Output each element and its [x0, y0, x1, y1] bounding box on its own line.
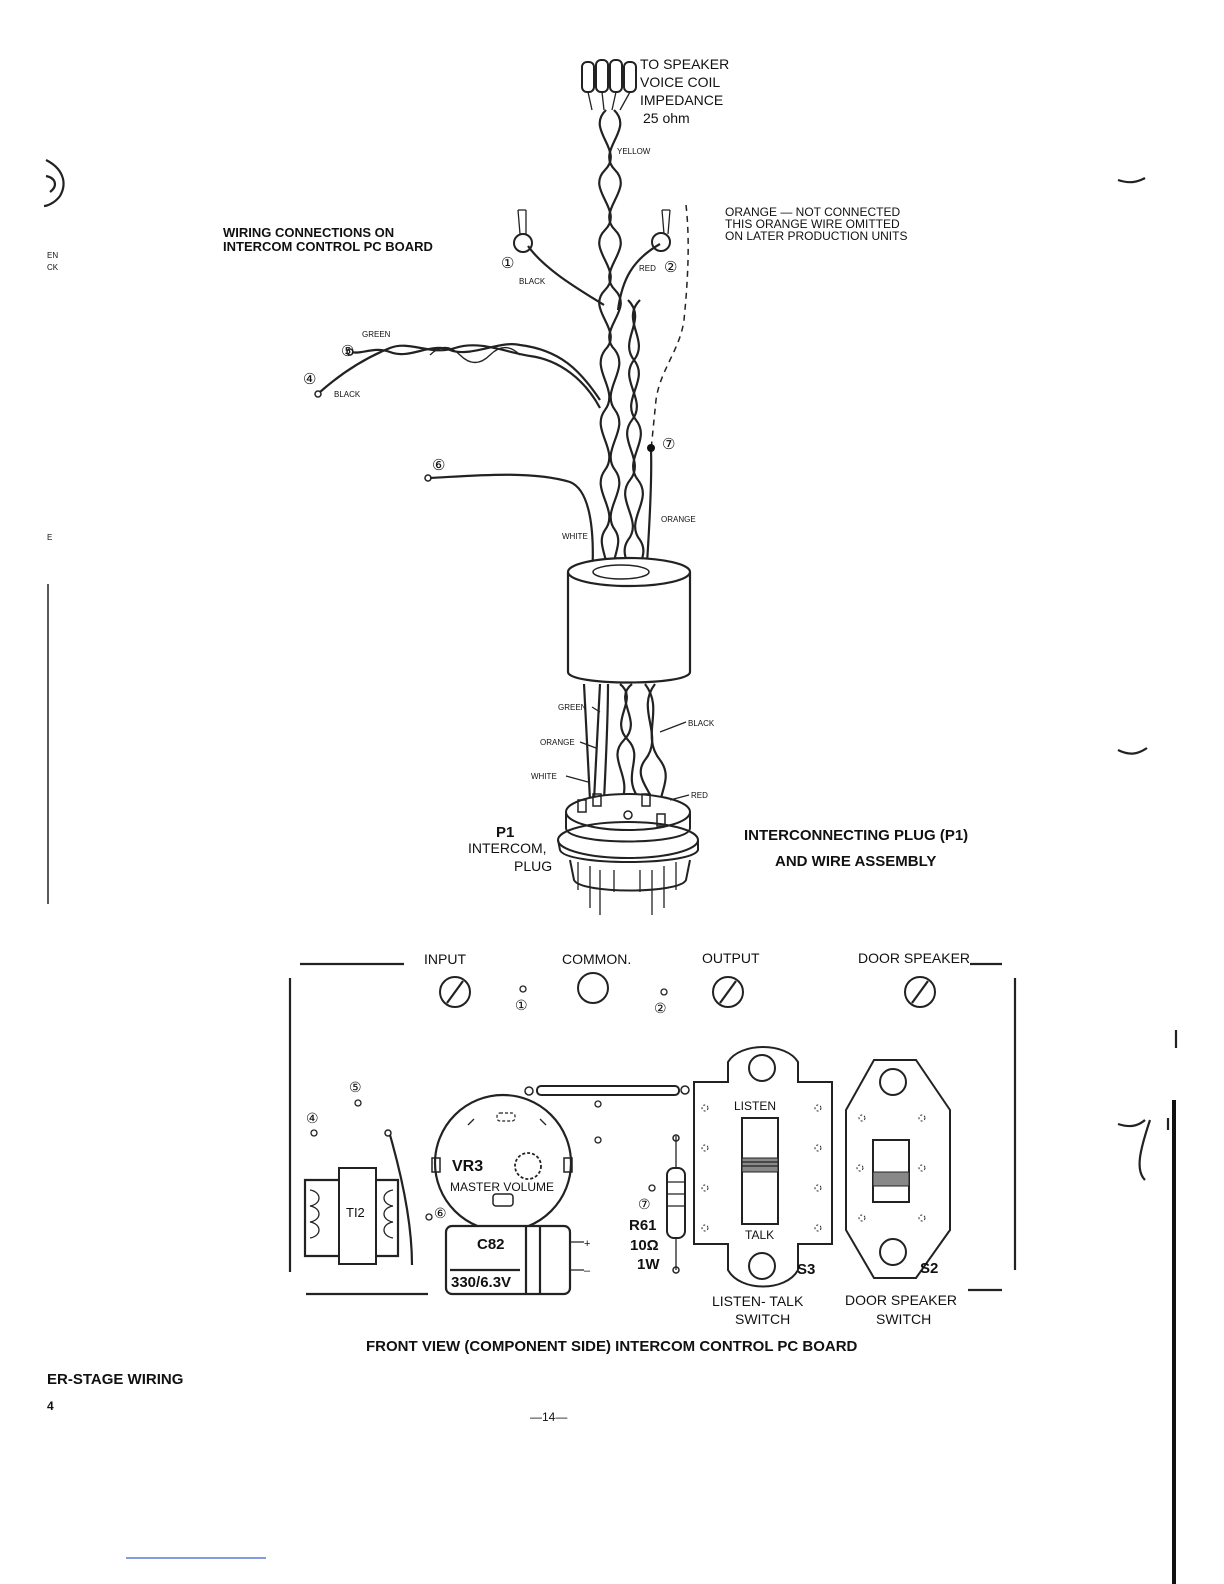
- s2-label: S2: [920, 1260, 939, 1277]
- r61-ohms-label: 10Ω: [630, 1237, 659, 1254]
- wire-number-2: ②: [664, 259, 678, 276]
- output-label: OUTPUT: [702, 950, 760, 966]
- vr3-label: VR3: [452, 1158, 484, 1175]
- transformer-lead: [390, 1135, 412, 1265]
- talk-label: TALK: [745, 1228, 775, 1242]
- red-wire-2: [618, 210, 670, 310]
- orange-note-1: ORANGE — NOT CONNECTED: [725, 205, 901, 219]
- margin-four: 4: [47, 1399, 54, 1413]
- white-label-bottom: WHITE: [531, 772, 557, 781]
- s3-caption-1: LISTEN- TALK: [712, 1293, 804, 1309]
- margin-stage-wiring: ΕR-STAGE WIRING: [47, 1371, 184, 1388]
- s2-switch: [846, 1060, 950, 1278]
- common-terminal: [578, 973, 608, 1003]
- door-speaker-terminal: [905, 977, 935, 1007]
- c82-minus: –: [584, 1265, 591, 1277]
- green-label-left: GREEN: [362, 330, 391, 339]
- red-label-top: RED: [639, 264, 656, 273]
- black-label-top: BLACK: [519, 277, 546, 286]
- wire-number-1: ①: [501, 255, 515, 272]
- wire-number-7: ⑦: [662, 436, 676, 453]
- plug-label-3: PLUG: [514, 858, 553, 874]
- assembly-title-2: AND WIRE ASSEMBLY: [775, 853, 937, 870]
- board-number-1: ①: [515, 997, 528, 1013]
- output-terminal: [713, 977, 743, 1007]
- wire-number-5: ⑤: [341, 343, 355, 360]
- yellow-label: YELLOW: [617, 147, 651, 156]
- right-margin-fragment: [1140, 1118, 1168, 1180]
- s3-caption-2: SWITCH: [735, 1311, 791, 1327]
- r61-label: R61: [629, 1217, 657, 1234]
- transformer-label: TI2: [346, 1205, 365, 1220]
- speaker-label-3: IMPEDANCE: [640, 92, 724, 108]
- listen-label: LISTEN: [734, 1099, 777, 1113]
- wiring-title-2: INTERCOM CONTROL PC BOARD: [223, 239, 433, 254]
- s3-switch: [694, 1047, 832, 1287]
- wire-number-6: ⑥: [432, 457, 446, 474]
- page-number: —14—: [530, 1410, 568, 1424]
- board-number-6: ⑥: [434, 1205, 447, 1221]
- board-number-4: ④: [306, 1110, 319, 1126]
- speaker-label-2: VOICE COIL: [640, 74, 721, 90]
- r61-resistor: [667, 1135, 685, 1273]
- s2-caption-2: SWITCH: [876, 1311, 932, 1327]
- right-margin-marks: [1118, 178, 1176, 1126]
- common-label: COMMON.: [562, 951, 632, 967]
- c82-label: C82: [477, 1236, 505, 1253]
- orange-note-2: THIS ORANGE WIRE OMITTED: [725, 217, 900, 231]
- s2-caption-1: DOOR SPEAKER: [845, 1292, 958, 1308]
- plug-label: P1: [496, 824, 515, 841]
- lower-wires: [584, 684, 666, 812]
- margin-en: EN: [47, 251, 59, 260]
- board-number-5: ⑤: [349, 1079, 362, 1095]
- p1-plug: [558, 794, 698, 915]
- white-wire-6: [430, 475, 593, 578]
- c82-value-label: 330/6.3V: [451, 1274, 512, 1291]
- board-number-2: ②: [654, 1000, 667, 1016]
- jumper-wire: [525, 1086, 689, 1095]
- main-twisted-bundle: [599, 110, 643, 578]
- white-label-top: WHITE: [562, 532, 588, 541]
- s3-label: S3: [797, 1261, 816, 1278]
- plug-label-2: INTERCOM,: [468, 840, 547, 856]
- input-terminal: [440, 977, 470, 1007]
- orange-label-top: ORANGE: [661, 515, 696, 524]
- orange-label-bottom: ORANGE: [540, 738, 575, 747]
- assembly-title-1: INTERCONNECTING PLUG (P1): [744, 827, 969, 844]
- black-label-left: BLACK: [334, 390, 361, 399]
- input-label: INPUT: [424, 951, 466, 967]
- c82-plus: +: [584, 1238, 591, 1250]
- speaker-connector: [582, 60, 636, 110]
- speaker-label-1: TO SPEAKER: [640, 56, 730, 72]
- red-label-bottom: RED: [691, 791, 708, 800]
- margin-mark-top: [44, 160, 64, 206]
- board-title: FRONT VIEW (COMPONENT SIDE) INTERCOM CONTROL PC BOARD: [366, 1338, 858, 1355]
- speaker-label-4: 25 ohm: [643, 110, 690, 126]
- wire-sleeve: [568, 558, 690, 683]
- wire-number-4: ④: [303, 371, 317, 388]
- board-number-7: ⑦: [638, 1196, 651, 1212]
- wiring-title-1: WIRING CONNECTIONS ON: [223, 225, 395, 240]
- margin-e: E: [47, 533, 53, 542]
- master-volume-label: MASTER VOLUME: [450, 1180, 555, 1194]
- black-wire-1: [514, 210, 604, 305]
- orange-note-3: ON LATER PRODUCTION UNITS: [725, 229, 908, 243]
- door-speaker-label: DOOR SPEAKER: [858, 950, 971, 966]
- black-label-bottom: BLACK: [688, 719, 715, 728]
- r61-watts-label: 1W: [637, 1256, 660, 1273]
- margin-ck: CK: [47, 263, 59, 272]
- green-label-bottom: GREEN: [558, 703, 587, 712]
